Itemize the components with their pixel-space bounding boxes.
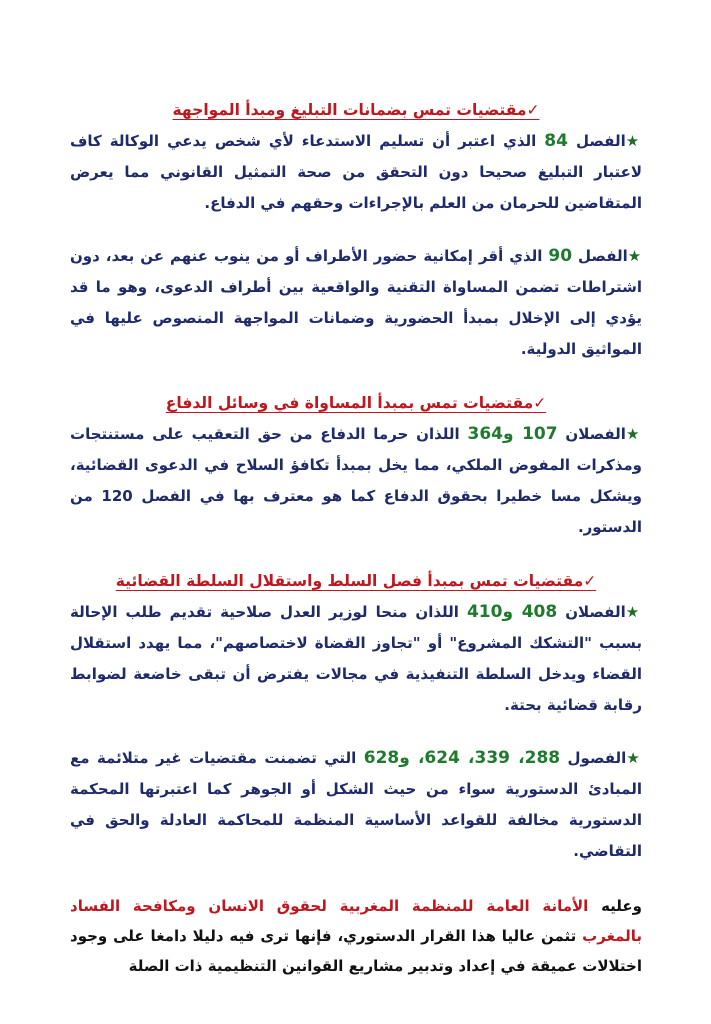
article-label: الفصل	[576, 132, 626, 150]
section-heading-notification	[70, 96, 642, 124]
article-label: الفصلان	[565, 425, 626, 443]
article-paragraph	[70, 743, 642, 867]
star-icon: ★	[625, 132, 642, 150]
document-page	[70, 96, 642, 981]
check-icon: ✓	[583, 572, 597, 590]
section-title: مقتضيات تمس بضمانات التبليغ ومبدأ المواجهة	[172, 101, 527, 119]
article-paragraph	[70, 419, 642, 543]
closing-text: تثمن عاليا هذا القرار الدستوري، فإنها ترى فيه دليلا دامغا على وجود اختلالات عميقة في إعداد وتدبير مشاريع القوانين التنظيمية ذات الصلة	[70, 927, 642, 975]
star-icon: ★	[626, 749, 642, 767]
section-title: مقتضيات تمس بمبدأ المساواة في وسائل الدفاع	[165, 394, 534, 412]
section-heading-equality	[70, 389, 642, 417]
article-number: 107 و364	[467, 424, 558, 444]
article-text: اللذان منحا لوزير العدل صلاحية تقديم طلب الإحالة بسبب "التشكك المشروع" أو "تجاوز القضاة لاختصاصهم"، مما يهدد استقلال القضاء ويدخل السلطة التنفيذية في مجالات يفترض أن تبقى خاضعة لضوابط رقابة قضائية بحتة.	[70, 603, 642, 714]
organization-name: الأمانة العامة للمنظمة المغربية لحقوق الانسان ومكافحة الفساد بالمغرب	[70, 897, 642, 945]
article-paragraph	[70, 241, 642, 365]
article-number: 84	[544, 131, 568, 151]
star-icon: ★	[625, 425, 642, 443]
article-text: الذي اعتبر أن تسليم الاستدعاء لأي شخص يدعي الوكالة كاف لاعتبار التبليغ صحيحا دون التحقق من صحة التمثيل القانوني مما يعرض المتقاضين للحرمان من العلم بالإجراءات وحقهم في الدفاع.	[70, 132, 642, 212]
article-paragraph	[70, 126, 642, 219]
article-number: 408 و410	[466, 602, 558, 622]
closing-paragraph	[70, 891, 642, 981]
article-text: الذي أقر إمكانية حضور الأطراف أو من ينوب عنهم عن بعد، دون اشتراطات تضمن المساواة التقنية والواقعية بين أطراف الدعوى، وهو ما قد يؤدي إلى الإخلال بمبدأ الحضورية وضمانات المواجهة المنصوص عليها في المواثيق الدولية.	[70, 247, 642, 358]
article-label: الفصل	[578, 247, 628, 265]
article-number: 90	[548, 246, 573, 266]
star-icon: ★	[627, 247, 642, 265]
closing-intro: وعليه	[588, 897, 642, 915]
star-icon: ★	[625, 603, 642, 621]
section-heading-separation-of-powers	[70, 567, 642, 595]
check-icon: ✓	[526, 101, 540, 119]
article-label: الفصول	[567, 749, 627, 767]
article-text: اللذان حرما الدفاع من حق التعقيب على مستنتجات ومذكرات المفوض الملكي، مما يخل بمبدأ تكافؤ السلاح في الدعوى القضائية، ويشكل مسا خطيرا بحقوق الدفاع كما هو معترف بها في الفصل 120 من الدستور.	[70, 425, 642, 536]
article-text: التي تضمنت مقتضيات غير متلائمة مع المبادئ الدستورية سواء من حيث الشكل أو الجوهر كما اعتبرتها المحكمة الدستورية مخالفة للقواعد الأساسية المنظمة للمحاكمة العادلة والحق في التقاضي.	[70, 749, 642, 860]
section-title: مقتضيات تمس بمبدأ فصل السلط واستقلال السلطة القضائية	[115, 572, 584, 590]
article-paragraph	[70, 597, 642, 721]
article-number: 288، 339، 624، و628	[363, 748, 561, 768]
check-icon: ✓	[533, 394, 547, 412]
article-label: الفصلان	[565, 603, 626, 621]
